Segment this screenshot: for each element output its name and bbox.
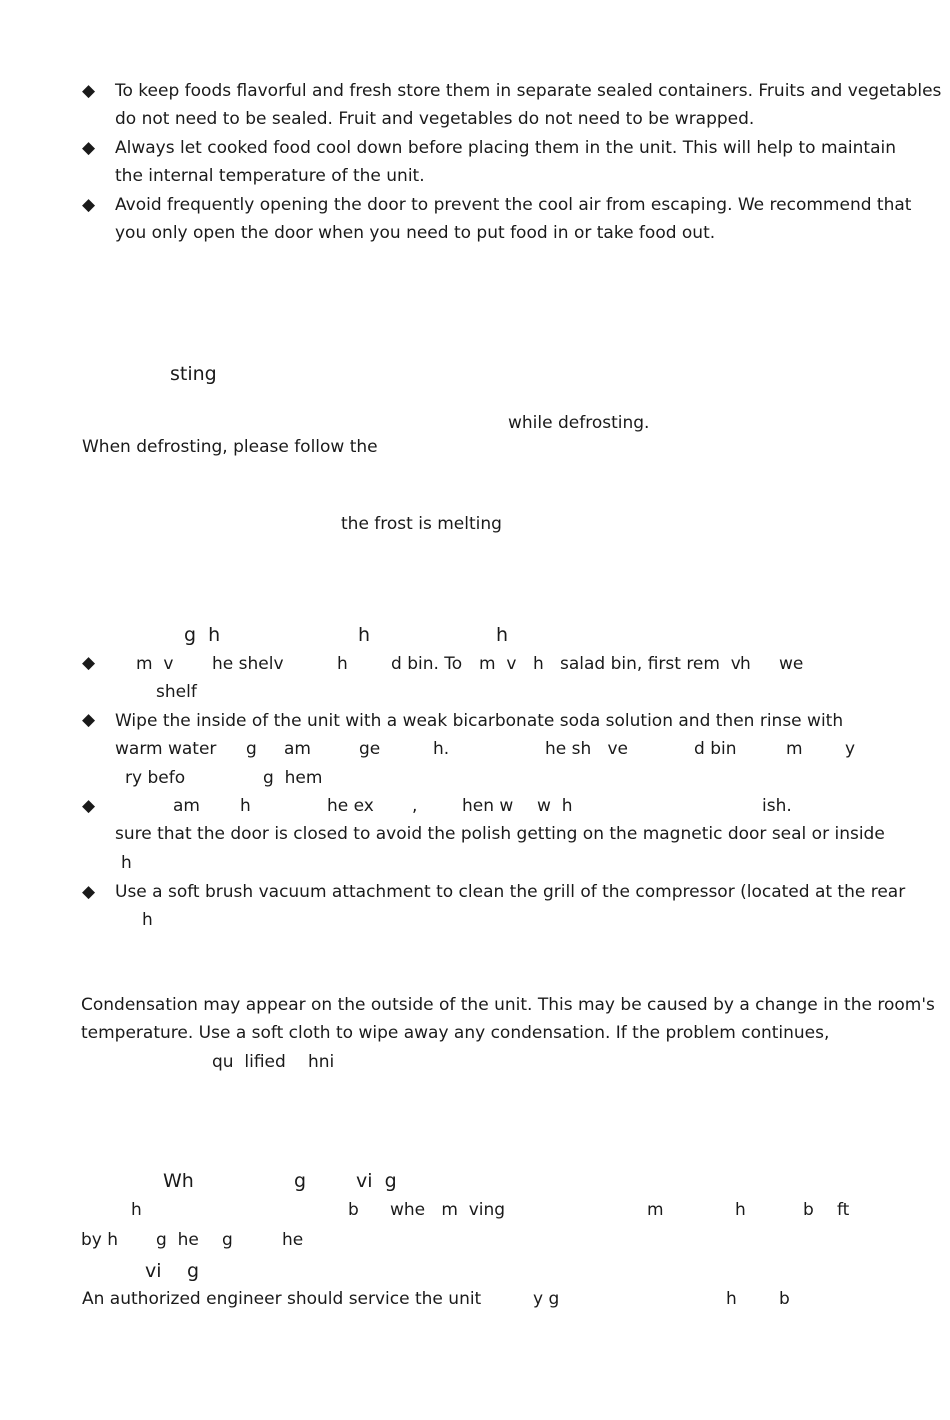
text-fragment: hni — [308, 1052, 335, 1072]
text-fragment: ft — [837, 1200, 850, 1220]
defrost-fragment: the frost is melting — [341, 514, 502, 534]
text-fragment: , — [412, 796, 418, 816]
text-fragment: h — [337, 654, 348, 674]
bullet-diamond-icon: ◆ — [82, 195, 96, 215]
bullet-diamond-icon: ◆ — [82, 882, 96, 902]
text-fragment: w h — [537, 796, 573, 816]
cleaning-heading-fragment: h — [358, 624, 371, 646]
bullet-diamond-icon: ◆ — [82, 653, 96, 673]
text-fragment: m — [647, 1200, 664, 1220]
defrost-heading: sting — [170, 363, 217, 385]
text-fragment: b — [348, 1200, 359, 1220]
tip-2-line-1: Always let cooked food cool down before placing them in the unit. This will help to maintain — [115, 138, 897, 158]
defrost-fragment: while defrosting. — [508, 413, 650, 433]
tip-3-line-1: Avoid frequently opening the door to prevent the cool air from escaping. We recommend that — [115, 195, 912, 215]
text-fragment: g — [222, 1230, 233, 1250]
text-fragment: h — [735, 1200, 746, 1220]
text-fragment: g — [246, 739, 257, 759]
text-fragment: we — [779, 654, 804, 674]
text-fragment: g he — [156, 1230, 199, 1250]
text-fragment: whe m ving — [390, 1200, 506, 1220]
defrost-instruction: When defrosting, please follow the — [82, 437, 378, 457]
text-fragment: he ex — [327, 796, 374, 816]
tip-1-line-2: do not need to be sealed. Fruit and vegetables do not need to be wrapped. — [115, 109, 755, 129]
bullet-diamond-icon: ◆ — [82, 710, 96, 730]
text-fragment: warm water — [115, 739, 217, 759]
text-fragment: he sh ve — [545, 739, 628, 759]
text-fragment: shelf — [156, 682, 197, 702]
text-fragment: y — [845, 739, 856, 759]
text-fragment: he — [282, 1230, 304, 1250]
text-fragment: h. — [433, 739, 450, 759]
text-fragment: h salad bin, first rem v — [533, 654, 741, 674]
text-fragment: h — [142, 910, 153, 930]
text-fragment: h — [131, 1200, 142, 1220]
tip-1-line-1: To keep foods flavorful and fresh store them in separate sealed containers. Fruits and vegetables — [115, 81, 942, 101]
moving-subheading-fragment: vi — [145, 1260, 162, 1282]
cleaning-heading-fragment: h — [496, 624, 509, 646]
text-fragment: ish. — [762, 796, 792, 816]
text-fragment: am — [284, 739, 311, 759]
text-fragment: m v — [136, 654, 174, 674]
cleaning-heading-fragment: g h — [184, 624, 221, 646]
moving-service-line: An authorized engineer should service the unit — [82, 1289, 482, 1309]
moving-heading-fragment: vi g — [356, 1170, 397, 1192]
text-fragment: h — [726, 1289, 737, 1309]
text-fragment: he shelv — [212, 654, 284, 674]
moving-heading-fragment: g — [294, 1170, 307, 1192]
moving-heading-fragment: Wh — [163, 1170, 194, 1192]
text-fragment: h — [740, 654, 751, 674]
condensation-line-1: Condensation may appear on the outside of the unit. This may be caused by a change in the room's — [81, 995, 935, 1015]
text-fragment: d bin. To — [391, 654, 463, 674]
tip-2-line-2: the internal temperature of the unit. — [115, 166, 425, 186]
cleaning-bullet-2-line-1: Wipe the inside of the unit with a weak bicarbonate soda solution and then rinse with — [115, 711, 844, 731]
text-fragment: am — [173, 796, 200, 816]
text-fragment: h — [240, 796, 251, 816]
text-fragment: y g — [533, 1289, 560, 1309]
text-fragment: m — [786, 739, 803, 759]
text-fragment: ry befo — [125, 768, 186, 788]
text-fragment: h — [121, 853, 132, 873]
cleaning-bullet-4-line-1: Use a soft brush vacuum attachment to clean the grill of the compressor (located at the rear — [115, 882, 906, 902]
text-fragment: hen w — [462, 796, 514, 816]
text-fragment: g hem — [263, 768, 323, 788]
condensation-line-2: temperature. Use a soft cloth to wipe away any condensation. If the problem continues, — [81, 1023, 830, 1043]
text-fragment: b — [779, 1289, 790, 1309]
bullet-diamond-icon: ◆ — [82, 138, 96, 158]
text-fragment: b — [803, 1200, 814, 1220]
text-fragment: by h — [81, 1230, 119, 1250]
tip-3-line-2: you only open the door when you need to put food in or take food out. — [115, 223, 716, 243]
bullet-diamond-icon: ◆ — [82, 796, 96, 816]
text-fragment: m v — [479, 654, 517, 674]
text-fragment: qu lified — [212, 1052, 286, 1072]
moving-subheading-fragment: g — [187, 1260, 200, 1282]
text-fragment: d bin — [694, 739, 737, 759]
text-fragment: ge — [359, 739, 381, 759]
cleaning-bullet-3-line-2: sure that the door is closed to avoid the polish getting on the magnetic door seal or inside — [115, 824, 885, 844]
bullet-diamond-icon: ◆ — [82, 81, 96, 101]
